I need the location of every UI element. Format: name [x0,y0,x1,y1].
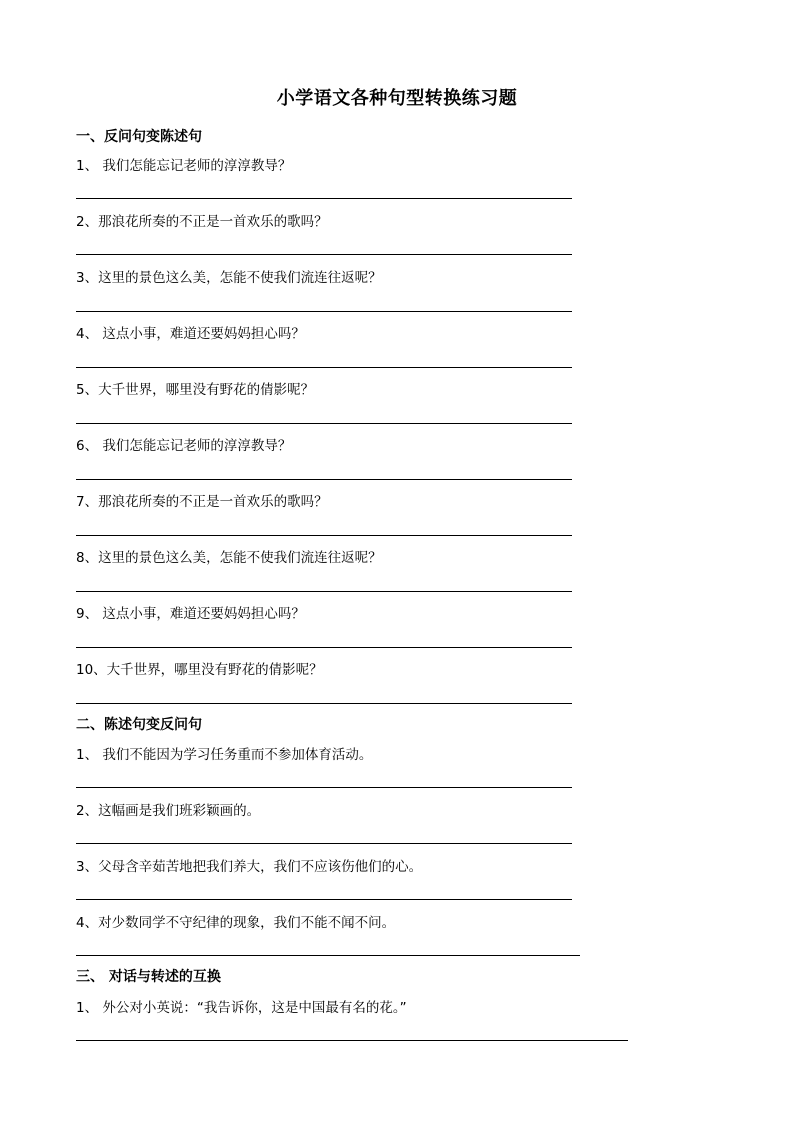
answer-line-1-4 [76,367,572,368]
question-1-10: 10、大千世界，哪里没有野花的倩影呢？ [76,662,323,678]
question-2-4: 4、对少数同学不守纪律的现象，我们不能不闻不问。 [76,915,396,931]
question-1-9: 9、 这点小事，难道还要妈妈担心吗？ [76,606,305,622]
question-2-3: 3、父母含辛茹苦地把我们养大，我们不应该伤他们的心。 [76,859,423,875]
question-1-8: 8、这里的景色这么美，怎能不使我们流连往返呢？ [76,550,382,566]
page-title: 小学语文各种句型转换练习题 [276,88,518,109]
question-1-5: 5、大千世界，哪里没有野花的倩影呢？ [76,382,315,398]
answer-line-1-5 [76,423,572,424]
answer-line-1-1 [76,198,572,199]
question-1-2: 2、那浪花所奏的不正是一首欢乐的歌吗？ [76,214,328,230]
question-1-7: 7、那浪花所奏的不正是一首欢乐的歌吗？ [76,494,328,510]
question-1-3: 3、这里的景色这么美，怎能不使我们流连往返呢？ [76,270,382,286]
question-1-4: 4、 这点小事，难道还要妈妈担心吗？ [76,326,305,342]
answer-line-2-1 [76,787,572,788]
answer-line-1-10 [76,703,572,704]
answer-line-1-6 [76,479,572,480]
answer-line-2-2 [76,843,572,844]
section-heading-1: 一、反问句变陈述句 [76,129,202,145]
answer-line-2-4 [76,955,580,956]
answer-line-1-8 [76,591,572,592]
question-2-2: 2、这幅画是我们班彩颖画的。 [76,803,261,819]
question-1-6: 6、 我们怎能忘记老师的淳淳教导？ [76,438,292,454]
section-heading-3: 三、 对话与转述的互换 [76,969,221,985]
answer-line-1-9 [76,647,572,648]
answer-line-1-7 [76,535,572,536]
question-1-1: 1、 我们怎能忘记老师的淳淳教导？ [76,158,292,174]
section-heading-2: 二、陈述句变反问句 [76,717,202,733]
question-2-1: 1、 我们不能因为学习任务重而不参加体育活动。 [76,747,373,763]
question-3-1: 1、 外公对小英说：“我告诉你，这是中国最有名的花。” [76,1000,407,1016]
answer-line-1-3 [76,311,572,312]
answer-line-1-2 [76,254,572,255]
answer-line-3-1 [76,1040,628,1041]
answer-line-2-3 [76,899,572,900]
